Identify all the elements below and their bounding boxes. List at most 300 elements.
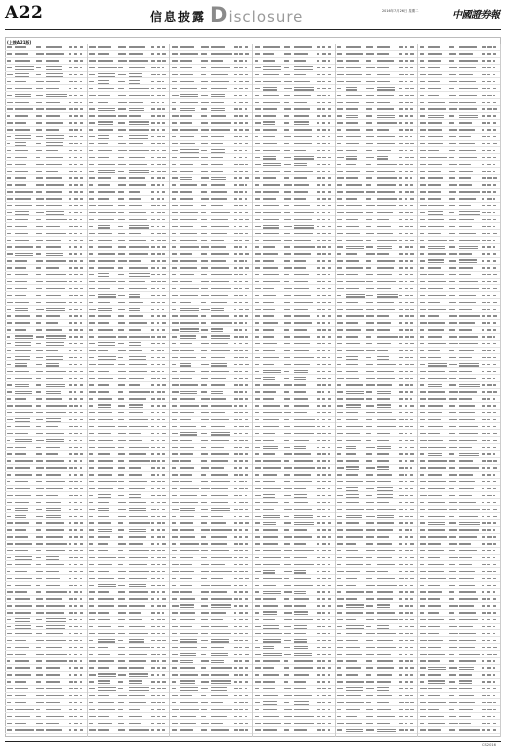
table-cell bbox=[172, 81, 177, 82]
table-cell bbox=[487, 640, 490, 641]
table-cell bbox=[328, 398, 331, 399]
table-cell bbox=[172, 557, 176, 558]
table-cell bbox=[234, 536, 238, 537]
table-cell bbox=[449, 309, 455, 310]
table-row bbox=[253, 706, 336, 713]
table-cell bbox=[449, 674, 456, 675]
table-row bbox=[88, 154, 171, 161]
table-cell bbox=[15, 515, 26, 516]
table-cell bbox=[322, 343, 325, 344]
table-cell bbox=[151, 226, 154, 227]
table-cell bbox=[201, 585, 210, 586]
table-cell bbox=[74, 288, 78, 289]
table-cell bbox=[129, 67, 145, 68]
table-cell bbox=[493, 578, 496, 579]
table-cell bbox=[69, 654, 72, 655]
table-cell bbox=[46, 723, 59, 724]
table-row bbox=[336, 348, 419, 355]
table-cell bbox=[294, 129, 312, 130]
table-cell bbox=[129, 46, 145, 47]
table-cell bbox=[239, 426, 243, 427]
table-cell bbox=[245, 219, 249, 220]
table-cell bbox=[69, 419, 73, 420]
table-cell bbox=[405, 246, 409, 247]
table-cell bbox=[284, 122, 290, 123]
table-cell bbox=[410, 157, 414, 158]
table-cell bbox=[239, 667, 242, 668]
table-cell bbox=[89, 440, 94, 441]
table-cell bbox=[428, 136, 442, 137]
table-row bbox=[5, 499, 88, 506]
table-cell bbox=[328, 171, 331, 172]
table-cell bbox=[157, 246, 160, 247]
table-cell bbox=[129, 288, 147, 289]
table-cell bbox=[428, 108, 446, 109]
table-cell bbox=[234, 433, 237, 434]
table-cell bbox=[172, 495, 178, 496]
table-cell bbox=[322, 205, 325, 206]
table-cell bbox=[46, 267, 59, 268]
table-cell bbox=[263, 163, 281, 164]
table-cell bbox=[245, 688, 247, 689]
table-cell bbox=[46, 667, 60, 668]
table-cell bbox=[487, 598, 490, 599]
table-cell bbox=[482, 309, 486, 310]
table-cell bbox=[80, 557, 84, 558]
table-cell bbox=[74, 240, 77, 241]
table-cell bbox=[449, 267, 456, 268]
table-cell bbox=[69, 660, 73, 661]
table-cell bbox=[239, 522, 243, 523]
table-cell bbox=[129, 398, 147, 399]
table-cell bbox=[172, 212, 178, 213]
table-cell bbox=[294, 177, 307, 178]
table-cell bbox=[377, 667, 395, 668]
table-row bbox=[336, 237, 419, 244]
table-cell bbox=[482, 647, 485, 648]
table-cell bbox=[459, 288, 479, 289]
table-row bbox=[88, 672, 171, 679]
table-cell bbox=[201, 322, 206, 323]
table-row bbox=[88, 437, 171, 444]
table-cell bbox=[245, 405, 248, 406]
table-cell bbox=[410, 481, 413, 482]
table-cell bbox=[129, 53, 144, 54]
table-cell bbox=[15, 335, 33, 336]
table-cell bbox=[80, 371, 84, 372]
table-cell bbox=[15, 647, 29, 648]
table-cell bbox=[7, 60, 11, 61]
table-cell bbox=[420, 46, 424, 47]
table-cell bbox=[420, 398, 427, 399]
table-cell bbox=[80, 240, 84, 241]
table-cell bbox=[459, 267, 473, 268]
table-cell bbox=[118, 350, 126, 351]
table-cell bbox=[255, 357, 260, 358]
table-cell bbox=[482, 384, 485, 385]
table-cell bbox=[428, 647, 441, 648]
table-cell bbox=[234, 460, 237, 461]
table-cell bbox=[294, 191, 308, 192]
table-cell bbox=[482, 343, 485, 344]
table-cell bbox=[420, 67, 426, 68]
table-cell bbox=[15, 578, 32, 579]
table-cell bbox=[162, 626, 165, 627]
table-cell bbox=[294, 267, 306, 268]
table-row bbox=[336, 175, 419, 182]
table-row bbox=[336, 113, 419, 120]
table-row bbox=[253, 237, 336, 244]
table-cell bbox=[317, 233, 320, 234]
table-cell bbox=[201, 81, 208, 82]
table-cell bbox=[234, 233, 238, 234]
table-cell bbox=[36, 384, 42, 385]
table-cell bbox=[80, 281, 83, 282]
table-cell bbox=[98, 695, 110, 696]
table-cell bbox=[7, 315, 11, 316]
table-cell bbox=[428, 211, 442, 212]
table-cell bbox=[80, 626, 82, 627]
table-row bbox=[253, 217, 336, 224]
table-cell bbox=[180, 660, 192, 661]
table-cell bbox=[284, 260, 291, 261]
table-cell bbox=[493, 102, 496, 103]
table-cell bbox=[157, 81, 161, 82]
table-cell bbox=[98, 391, 109, 392]
table-cell bbox=[80, 322, 82, 323]
table-cell bbox=[328, 115, 332, 116]
table-cell bbox=[405, 46, 408, 47]
table-cell bbox=[294, 591, 306, 592]
table-cell bbox=[180, 88, 197, 89]
table-cell bbox=[80, 516, 83, 517]
table-cell bbox=[15, 564, 31, 565]
table-cell bbox=[487, 412, 491, 413]
table-row bbox=[336, 210, 419, 217]
table-cell bbox=[284, 529, 289, 530]
table-cell bbox=[15, 729, 34, 730]
table-cell bbox=[405, 240, 409, 241]
table-cell bbox=[377, 591, 394, 592]
table-cell bbox=[211, 315, 229, 316]
table-cell bbox=[74, 129, 78, 130]
table-cell bbox=[239, 474, 243, 475]
table-cell bbox=[263, 625, 279, 626]
table-cell bbox=[377, 466, 389, 467]
table-cell bbox=[98, 433, 112, 434]
table-cell bbox=[337, 184, 342, 185]
table-cell bbox=[162, 536, 165, 537]
table-cell bbox=[211, 328, 223, 329]
table-cell bbox=[294, 543, 306, 544]
table-cell bbox=[80, 674, 83, 675]
table-cell bbox=[46, 335, 66, 336]
table-cell bbox=[162, 412, 165, 413]
table-cell bbox=[201, 274, 207, 275]
table-cell bbox=[15, 447, 26, 448]
table-cell bbox=[211, 604, 231, 605]
table-cell bbox=[234, 302, 238, 303]
table-cell bbox=[294, 87, 314, 88]
table-cell bbox=[420, 453, 424, 454]
table-cell bbox=[493, 481, 496, 482]
table-cell bbox=[36, 550, 41, 551]
table-row bbox=[253, 244, 336, 251]
table-cell bbox=[46, 157, 63, 158]
table-cell bbox=[420, 95, 424, 96]
table-cell bbox=[428, 398, 445, 399]
table-row bbox=[418, 327, 501, 334]
table-row bbox=[336, 582, 419, 589]
table-cell bbox=[328, 253, 331, 254]
table-cell bbox=[89, 729, 96, 730]
table-cell bbox=[366, 122, 372, 123]
table-cell bbox=[89, 46, 95, 47]
table-cell bbox=[46, 371, 66, 372]
table-cell bbox=[410, 578, 414, 579]
table-cell bbox=[322, 605, 325, 606]
table-cell bbox=[98, 371, 109, 372]
table-row bbox=[170, 265, 253, 272]
table-cell bbox=[337, 412, 342, 413]
table-cell bbox=[239, 177, 242, 178]
table-cell bbox=[151, 716, 155, 717]
table-cell bbox=[211, 96, 225, 97]
table-cell bbox=[377, 585, 397, 586]
table-cell bbox=[162, 598, 166, 599]
table-cell bbox=[36, 571, 43, 572]
table-cell bbox=[36, 240, 43, 241]
table-cell bbox=[337, 219, 342, 220]
table-cell bbox=[89, 198, 94, 199]
table-cell bbox=[377, 53, 389, 54]
table-cell bbox=[245, 88, 248, 89]
table-cell bbox=[89, 557, 95, 558]
table-cell bbox=[428, 598, 440, 599]
table-cell bbox=[36, 474, 42, 475]
table-cell bbox=[129, 129, 149, 130]
table-cell bbox=[245, 177, 249, 178]
table-cell bbox=[46, 571, 59, 572]
table-cell bbox=[7, 143, 11, 144]
table-cell bbox=[74, 364, 77, 365]
table-cell bbox=[263, 481, 275, 482]
table-cell bbox=[89, 578, 95, 579]
table-cell bbox=[211, 543, 227, 544]
table-cell bbox=[428, 688, 442, 689]
table-cell bbox=[410, 605, 413, 606]
table-row bbox=[88, 486, 171, 493]
table-cell bbox=[255, 502, 260, 503]
table-cell bbox=[245, 605, 248, 606]
table-cell bbox=[487, 198, 491, 199]
table-row bbox=[5, 355, 88, 362]
table-cell bbox=[399, 350, 402, 351]
table-cell bbox=[377, 219, 389, 220]
table-cell bbox=[420, 177, 425, 178]
table-cell bbox=[201, 633, 208, 634]
table-cell bbox=[245, 729, 248, 730]
table-row bbox=[170, 437, 253, 444]
table-cell bbox=[157, 212, 161, 213]
table-cell bbox=[234, 598, 238, 599]
table-cell bbox=[234, 315, 237, 316]
table-cell bbox=[157, 605, 161, 606]
table-cell bbox=[80, 219, 83, 220]
table-row bbox=[5, 65, 88, 72]
table-cell bbox=[201, 612, 209, 613]
table-cell bbox=[7, 191, 14, 192]
table-cell bbox=[294, 709, 309, 710]
table-cell bbox=[428, 626, 440, 627]
table-cell bbox=[157, 660, 160, 661]
table-row bbox=[88, 617, 171, 624]
table-cell bbox=[405, 81, 408, 82]
table-cell bbox=[487, 102, 490, 103]
table-cell bbox=[459, 433, 478, 434]
table-row bbox=[170, 693, 253, 700]
table-cell bbox=[162, 150, 166, 151]
table-cell bbox=[36, 619, 42, 620]
table-row bbox=[170, 493, 253, 500]
table-cell bbox=[234, 612, 237, 613]
table-cell bbox=[255, 102, 260, 103]
table-cell bbox=[89, 184, 93, 185]
table-cell bbox=[459, 529, 479, 530]
table-cell bbox=[346, 198, 357, 199]
table-cell bbox=[284, 729, 290, 730]
table-row bbox=[418, 127, 501, 134]
table-row bbox=[418, 693, 501, 700]
table-cell bbox=[15, 709, 34, 710]
table-cell bbox=[201, 371, 209, 372]
table-cell bbox=[89, 157, 95, 158]
table-row bbox=[88, 361, 171, 368]
table-cell bbox=[172, 295, 178, 296]
table-cell bbox=[129, 267, 148, 268]
table-cell bbox=[410, 440, 414, 441]
table-cell bbox=[459, 329, 472, 330]
table-cell bbox=[7, 233, 11, 234]
table-cell bbox=[428, 184, 441, 185]
table-cell bbox=[366, 495, 372, 496]
table-cell bbox=[15, 585, 31, 586]
table-cell bbox=[234, 336, 238, 337]
table-cell bbox=[80, 309, 82, 310]
table-cell bbox=[157, 164, 161, 165]
table-cell bbox=[493, 108, 497, 109]
table-cell bbox=[151, 46, 154, 47]
table-cell bbox=[449, 60, 454, 61]
table-cell bbox=[328, 729, 331, 730]
table-cell bbox=[46, 342, 64, 343]
table-cell bbox=[487, 605, 490, 606]
table-cell bbox=[211, 440, 228, 441]
table-row bbox=[170, 458, 253, 465]
page-number: A22 bbox=[5, 3, 44, 23]
table-row bbox=[88, 237, 171, 244]
table-cell bbox=[80, 74, 84, 75]
table-cell bbox=[129, 683, 143, 684]
table-cell bbox=[405, 164, 409, 165]
table-cell bbox=[172, 633, 178, 634]
table-cell bbox=[420, 219, 425, 220]
table-cell bbox=[118, 198, 124, 199]
table-cell bbox=[346, 647, 360, 648]
table-cell bbox=[172, 564, 179, 565]
table-cell bbox=[322, 522, 325, 523]
table-cell bbox=[80, 246, 82, 247]
table-cell bbox=[15, 460, 33, 461]
table-cell bbox=[234, 219, 237, 220]
table-cell bbox=[428, 426, 443, 427]
table-cell bbox=[317, 46, 321, 47]
table-cell bbox=[234, 378, 237, 379]
table-cell bbox=[420, 550, 425, 551]
table-cell bbox=[317, 350, 321, 351]
table-cell bbox=[180, 384, 197, 385]
table-cell bbox=[69, 619, 73, 620]
table-cell bbox=[493, 74, 496, 75]
table-cell bbox=[449, 460, 455, 461]
table-cell bbox=[263, 593, 281, 594]
table-cell bbox=[239, 246, 242, 247]
table-cell bbox=[255, 46, 261, 47]
table-cell bbox=[366, 612, 373, 613]
table-cell bbox=[118, 88, 124, 89]
table-cell bbox=[36, 315, 42, 316]
table-cell bbox=[118, 660, 125, 661]
table-cell bbox=[337, 378, 344, 379]
table-cell bbox=[15, 205, 32, 206]
table-row bbox=[253, 575, 336, 582]
table-cell bbox=[36, 488, 44, 489]
table-cell bbox=[482, 467, 485, 468]
table-cell bbox=[322, 233, 326, 234]
table-cell bbox=[328, 240, 332, 241]
table-cell bbox=[46, 255, 63, 256]
section-title-cn: 信息披露 bbox=[150, 10, 207, 24]
table-cell bbox=[80, 522, 83, 523]
table-cell bbox=[157, 709, 161, 710]
table-cell bbox=[420, 102, 424, 103]
table-cell bbox=[294, 433, 314, 434]
table-cell bbox=[74, 150, 77, 151]
table-row bbox=[336, 258, 419, 265]
table-cell bbox=[328, 536, 331, 537]
table-cell bbox=[346, 53, 364, 54]
table-cell bbox=[74, 191, 78, 192]
table-cell bbox=[211, 152, 225, 153]
table-cell bbox=[239, 67, 243, 68]
table-cell bbox=[294, 611, 308, 612]
table-cell bbox=[284, 288, 292, 289]
table-cell bbox=[346, 315, 364, 316]
table-cell bbox=[459, 619, 478, 620]
table-cell bbox=[15, 260, 27, 261]
table-cell bbox=[234, 150, 237, 151]
table-cell bbox=[234, 557, 238, 558]
table-cell bbox=[239, 412, 243, 413]
table-cell bbox=[377, 122, 397, 123]
table-row bbox=[336, 51, 419, 58]
table-cell bbox=[284, 391, 290, 392]
table-cell bbox=[162, 177, 165, 178]
table-cell bbox=[211, 723, 223, 724]
table-cell bbox=[263, 723, 281, 724]
table-cell bbox=[420, 419, 425, 420]
table-cell bbox=[482, 108, 486, 109]
